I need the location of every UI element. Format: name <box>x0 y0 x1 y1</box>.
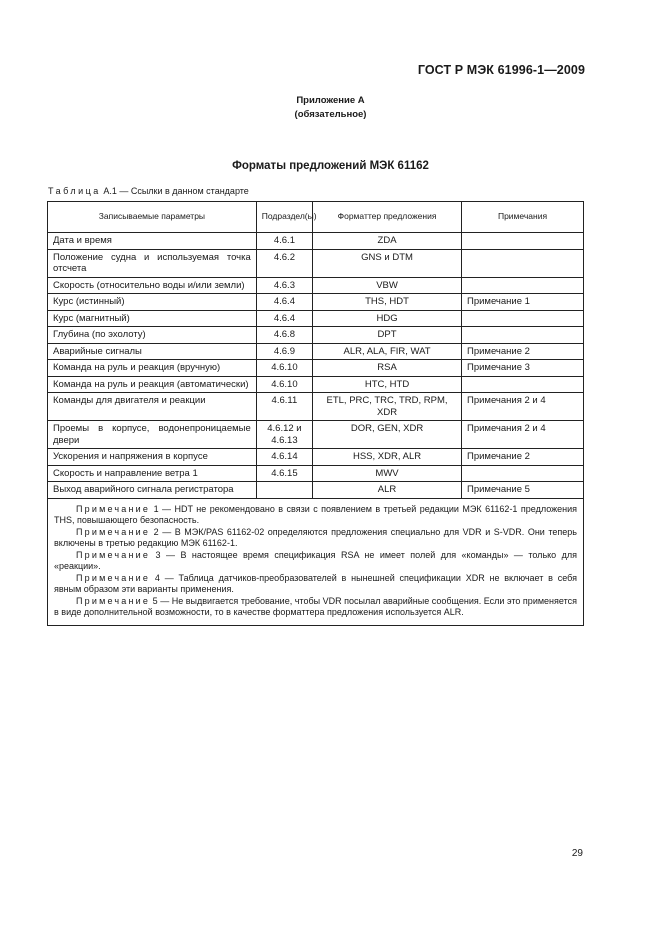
param-cell: Глубина (по эхолоту) <box>48 327 257 344</box>
note-cell: Примечание 3 <box>462 360 584 377</box>
note-cell: Примечание 5 <box>462 482 584 499</box>
subsection-cell: 4.6.14 <box>256 449 312 466</box>
note-cell <box>462 327 584 344</box>
subsection-cell: 4.6.8 <box>256 327 312 344</box>
table-caption-text: — Ссылки в данном стандарте <box>116 186 249 196</box>
formatter-cell: VBW <box>313 277 462 294</box>
table-row <box>48 277 584 294</box>
table-note <box>54 550 577 573</box>
table-row <box>48 233 584 250</box>
table-row <box>48 421 584 449</box>
note-cell <box>462 465 584 482</box>
references-table <box>47 201 584 626</box>
formatter-cell: ALR, ALA, FIR, WAT <box>313 343 462 360</box>
subsection-cell: 4.6.9 <box>256 343 312 360</box>
table-note <box>54 596 577 619</box>
note-cell <box>462 310 584 327</box>
note-label: Примечание <box>76 595 151 606</box>
note-label: Примечание <box>76 549 151 560</box>
note-cell <box>462 376 584 393</box>
table-row <box>48 343 584 360</box>
param-cell: Проемы в корпусе, водонепроницаемые двери <box>48 421 257 449</box>
param-cell: Выход аварийного сигнала регистратора <box>48 482 257 499</box>
note-label: Примечание <box>76 526 151 537</box>
param-cell: Курс (истинный) <box>48 294 257 311</box>
table-row <box>48 310 584 327</box>
param-cell: Скорость и направление ветра 1 <box>48 465 257 482</box>
subsection-cell <box>256 482 312 499</box>
note-text: — Не выдвигается требование, чтобы VDR посылал аварийные сообщения. Если это применяется в виде дополнительной возможности, то в качестве форматтера предложения используется ALR. <box>54 595 577 617</box>
subsection-cell: 4.6.15 <box>256 465 312 482</box>
table-row <box>48 294 584 311</box>
formatter-cell: ETL, PRC, TRC, TRD, RPM, XDR <box>313 393 462 421</box>
annex-heading <box>0 94 661 122</box>
formatter-cell: GNS и DTM <box>313 249 462 277</box>
note-label: Примечание <box>76 572 151 583</box>
formatter-cell: DOR, GEN, XDR <box>313 421 462 449</box>
table-caption <box>48 186 249 196</box>
notes-row <box>48 498 584 625</box>
note-number: 2 <box>153 526 159 537</box>
note-cell <box>462 233 584 250</box>
table-row <box>48 465 584 482</box>
table-header-row <box>48 202 584 233</box>
formatter-cell: ALR <box>313 482 462 499</box>
subsection-cell: 4.6.4 <box>256 294 312 311</box>
formatter-cell: HTC, HTD <box>313 376 462 393</box>
subsection-cell: 4.6.11 <box>256 393 312 421</box>
subsection-cell: 4.6.2 <box>256 249 312 277</box>
table-row <box>48 393 584 421</box>
table-note <box>54 527 577 550</box>
formatter-cell: HDG <box>313 310 462 327</box>
param-cell: Ускорения и напряжения в корпусе <box>48 449 257 466</box>
table-note <box>54 573 577 596</box>
param-cell: Скорость (относительно воды и/или земли) <box>48 277 257 294</box>
header-notes: Примечания <box>462 202 584 233</box>
formatter-cell: ZDA <box>313 233 462 250</box>
note-number: 1 <box>153 503 159 514</box>
subsection-cell: 4.6.3 <box>256 277 312 294</box>
header-parameters: Записываемые параметры <box>48 202 257 233</box>
formatter-cell: HSS, XDR, ALR <box>313 449 462 466</box>
header-subsections: Подраздел(ы) <box>256 202 312 233</box>
note-number: 4 <box>154 572 160 583</box>
page-number: 29 <box>571 848 583 859</box>
table-row <box>48 376 584 393</box>
table-row <box>48 449 584 466</box>
table-caption-number: А.1 <box>103 186 117 196</box>
note-cell: Примечание 1 <box>462 294 584 311</box>
section-title: Форматы предложений МЭК 61162 <box>232 160 429 172</box>
param-cell: Аварийные сигналы <box>48 343 257 360</box>
subsection-cell: 4.6.1 <box>256 233 312 250</box>
param-cell: Команда на руль и реакция (автоматически) <box>48 376 257 393</box>
subsection-cell: 4.6.4 <box>256 310 312 327</box>
note-cell: Примечание 2 <box>462 343 584 360</box>
note-label: Примечание <box>76 503 151 514</box>
subsection-cell: 4.6.12 и 4.6.13 <box>256 421 312 449</box>
param-cell: Команды для двигателя и реакции <box>48 393 257 421</box>
param-cell: Положение судна и используемая точка отсчета <box>48 249 257 277</box>
table-row <box>48 249 584 277</box>
note-text: — В МЭК/PAS 61162-02 определяются предложения специально для VDR и S-VDR. Они теперь включены в третью редакцию МЭК 61162-1. <box>54 526 577 548</box>
formatter-cell: DPT <box>313 327 462 344</box>
table-row <box>48 327 584 344</box>
header-formatter: Форматтер предложения <box>313 202 462 233</box>
document-code: ГОСТ Р МЭК 61996-1—2009 <box>417 63 585 77</box>
subsection-cell: 4.6.10 <box>256 376 312 393</box>
note-text: — Таблица датчиков-преобразователей в нынешней спецификации XDR не включает в себя явным образом эти варианты применения. <box>54 572 577 594</box>
note-cell <box>462 277 584 294</box>
note-cell: Примечание 2 <box>462 449 584 466</box>
subsection-cell: 4.6.10 <box>256 360 312 377</box>
formatter-cell: RSA <box>313 360 462 377</box>
note-text: — В настоящее время спецификация RSA не имеет полей для «команды» — только для «реакции». <box>54 549 577 571</box>
note-number: 5 <box>152 595 158 606</box>
notes-cell <box>48 498 584 625</box>
annex-status: (обязательное) <box>294 109 367 120</box>
note-cell <box>462 249 584 277</box>
param-cell: Курс (магнитный) <box>48 310 257 327</box>
table-caption-prefix: Таблица <box>48 186 101 196</box>
annex-title: Приложение А <box>296 95 365 106</box>
note-number: 3 <box>155 549 161 560</box>
table-row <box>48 360 584 377</box>
note-text: — HDT не рекомендовано в связи с появлением в третьей редакции МЭК 61162-1 предложения THS, повышающего безопасность. <box>54 503 577 525</box>
table-note <box>54 504 577 527</box>
note-cell: Примечания 2 и 4 <box>462 421 584 449</box>
formatter-cell: MWV <box>313 465 462 482</box>
note-cell: Примечания 2 и 4 <box>462 393 584 421</box>
param-cell: Дата и время <box>48 233 257 250</box>
table-row <box>48 482 584 499</box>
param-cell: Команда на руль и реакция (вручную) <box>48 360 257 377</box>
formatter-cell: THS, HDT <box>313 294 462 311</box>
